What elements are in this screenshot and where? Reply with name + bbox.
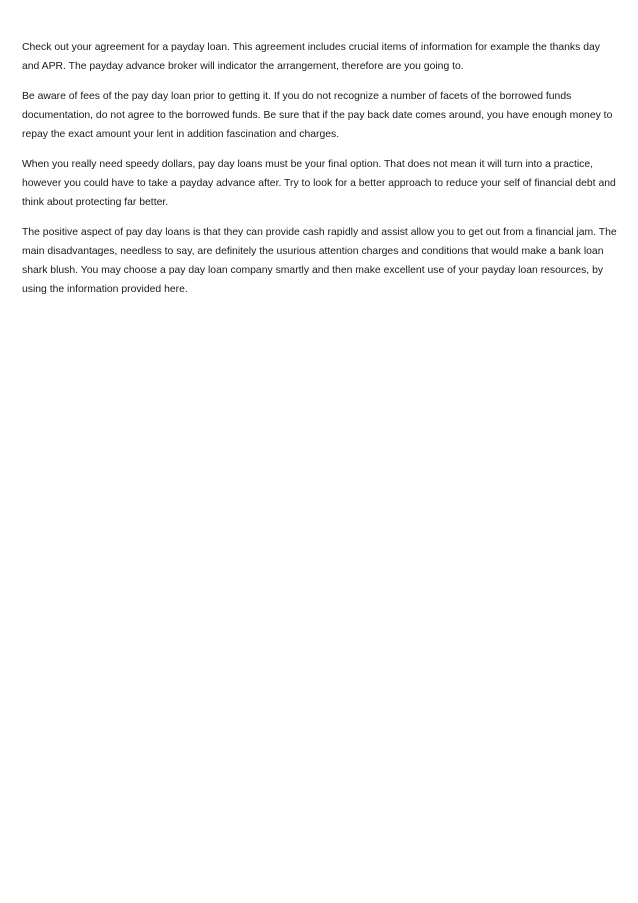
paragraph-agreement: Check out your agreement for a payday loan. This agreement includes crucial items of information for example the thanks day and APR. The payday advance broker will indicator the arrangement, therefore are you going to. bbox=[22, 42, 600, 72]
paragraph-positive-aspect: The positive aspect of pay day loans is that they can provide cash rapidly and assist allow you to get out from a financial jam. The main disadvantages, needless to say, are definitely the usurious attention charges and conditions that would make a bank loan shark blush. You may choose a pay day loan company smartly and then make excellent use of your payday loan resources, by using the information provided here. bbox=[22, 227, 617, 295]
paragraph-final-option: When you really need speedy dollars, pay day loans must be your final option. That does not mean it will turn into a practice, however you could have to take a payday advance after. Try to look for a better approach to reduce your self of financial debt and think about protecting far better. bbox=[22, 159, 616, 208]
paragraph-fees: Be aware of fees of the pay day loan prior to getting it. If you do not recognize a number of facets of the borrowed funds documentation, do not agree to the borrowed funds. Be sure that if the pay back date comes around, you have enough money to repay the exact amount your lent in addition fascination and charges. bbox=[22, 91, 613, 140]
document-body bbox=[22, 38, 620, 310]
